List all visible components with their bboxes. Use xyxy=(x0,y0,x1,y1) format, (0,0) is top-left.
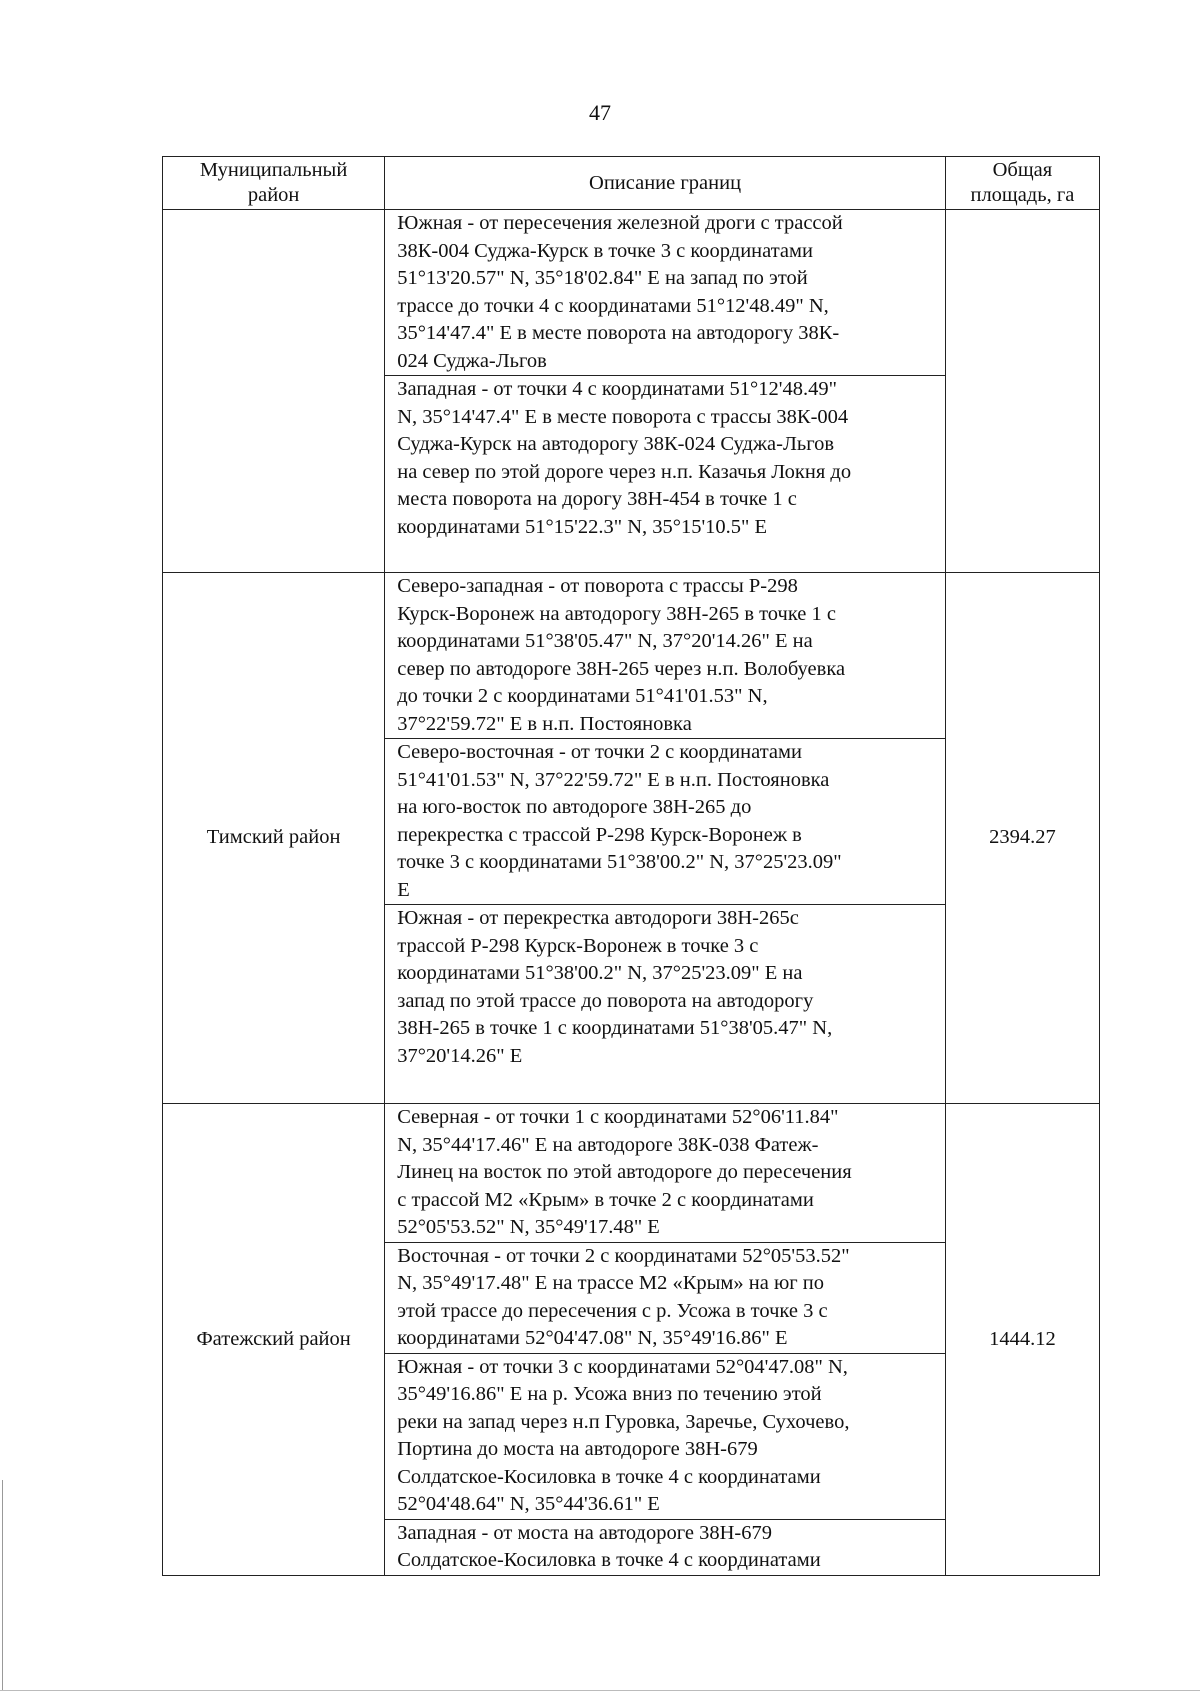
boundary-segment: Западная - от моста на автодороге 38Н-679 Солдатское-Косиловка в точке 4 с координатами xyxy=(397,1521,821,1571)
table-header-row xyxy=(163,157,1100,210)
boundary-segment: Северо-восточная - от точки 2 с координатами 51°41'01.53" N, 37°22'59.72" E в н.п. Постояновка на юго-восток по автодороге 38Н-265 до перекрестка с трассой Р-298 Курск-Воронеж в точке 3 с координатами 51°38'00.2" N, 37°25'23.09" E xyxy=(385,739,945,905)
boundary-segment: Западная - от точки 4 с координатами 51°12'48.49" N, 35°14'47.4" E в месте поворота с трассы 38К-004 Суджа-Курск на автодорогу 38К-024 Суджа-Льгов на север по этой дороге через н.п. Казачья Локня до места поворота на дорогу 38Н-454 в точке 1 с координатами 51°15'22.3" N, 35°15'10.5" E xyxy=(397,378,852,538)
boundary-segment: Южная - от перекрестка автодороги 38Н-265с трассой Р-298 Курск-Воронеж в точке 3 с координатами 51°38'00.2" N, 37°25'23.09" E на запад по этой трассе до поворота на автодорогу 38Н-265 в точке 1 с координатами 51°38'05.47" N, 37°20'14.26" E xyxy=(397,907,833,1067)
table-row xyxy=(163,210,1100,573)
description-cell xyxy=(385,573,946,1104)
header-area: Общая площадь, га xyxy=(945,157,1099,210)
table-row xyxy=(163,573,1100,1104)
district-cell: Фатежский район xyxy=(163,1104,385,1576)
table-row xyxy=(163,1104,1100,1576)
area-cell: 1444.12 xyxy=(945,1104,1099,1576)
header-district: Муниципальный район xyxy=(163,157,385,210)
scan-edge-left xyxy=(2,1480,3,1690)
description-cell xyxy=(385,1104,946,1576)
header-description: Описание границ xyxy=(385,157,946,210)
district-cell xyxy=(163,210,385,573)
boundary-segment: Южная - от пересечения железной дроги с трассой 38К-004 Суджа-Курск в точке 3 с координатами 51°13'20.57" N, 35°18'02.84" E на запад по этой трассе до точки 4 с координатами 51°12'48.49" N, 35°14'47.4" E в месте поворота на автодорогу 38К- 024 Суджа-Льгов xyxy=(385,210,945,376)
district-cell: Тимский район xyxy=(163,573,385,1104)
boundaries-table xyxy=(162,156,1100,1576)
scan-edge-bottom xyxy=(0,1690,1200,1691)
boundary-segment: Южная - от точки 3 с координатами 52°04'47.08" N, 35°49'16.86" E на р. Усожа вниз по течению этой реки на запад через н.п Гуровка, Заречье, Сухочево, Портина до моста на автодороге 38Н-679 Солдатское-Косиловка в точке 4 с координатами 52°04'48.64" N, 35°44'36.61" E xyxy=(385,1354,945,1520)
description-cell xyxy=(385,210,946,573)
area-cell xyxy=(945,210,1099,573)
area-cell: 2394.27 xyxy=(945,573,1099,1104)
page-number: 47 xyxy=(589,100,611,125)
boundary-segment: Восточная - от точки 2 с координатами 52°05'53.52" N, 35°49'17.48" E на трассе М2 «Крым» на юг по этой трассе до пересечения с р. Усожа в точке 3 с координатами 52°04'47.08" N, 35°49'16.86" E xyxy=(385,1243,945,1354)
boundary-segment: Северо-западная - от поворота с трассы Р-298 Курск-Воронеж на автодорогу 38Н-265 в точке 1 с координатами 51°38'05.47" N, 37°20'14.26" E на север по автодороге 38Н-265 через н.п. Волобуевка до точки 2 с координатами 51°41'01.53" N, 37°22'59.72" E в н.п. Постояновка xyxy=(385,573,945,739)
boundary-segment: Северная - от точки 1 с координатами 52°06'11.84" N, 35°44'17.46" E на автодороге 38К-038 Фатеж- Линец на восток по этой автодороге до пересечения с трассой М2 «Крым» в точке 2 с координатами 52°05'53.52" N, 35°49'17.48" E xyxy=(385,1104,945,1243)
